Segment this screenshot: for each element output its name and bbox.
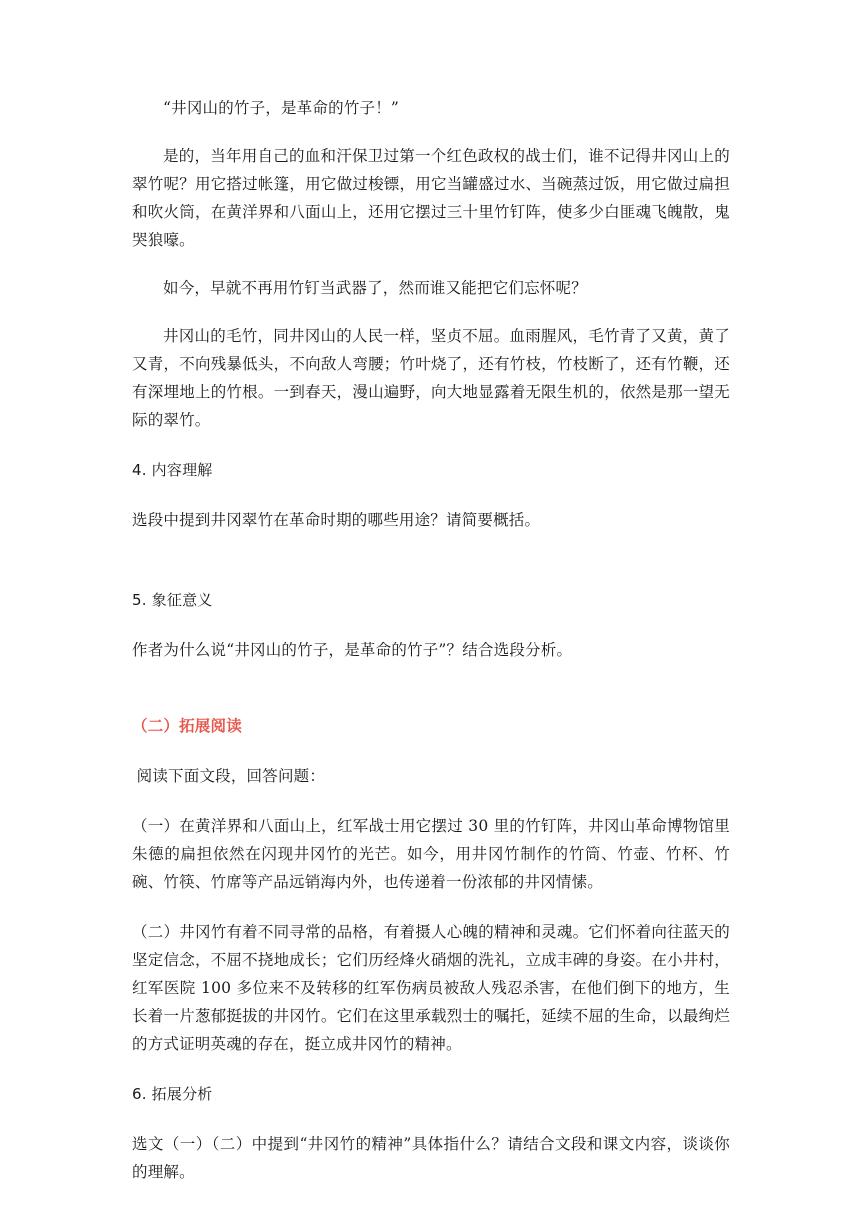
question-4-heading: 4. 内容理解 xyxy=(132,461,213,479)
question-5-text: 作者为什么说“井冈山的竹子，是革命的竹子”？结合选段分析。 xyxy=(132,641,573,659)
extension-section-title: （二）拓展阅读 xyxy=(132,717,242,735)
extension-intro: 阅读下面文段，回答问题： xyxy=(136,767,326,785)
question-5-heading: 5. 象征意义 xyxy=(132,591,213,609)
extension-paragraph-2: （二）井冈竹有着不同寻常的品格，有着摄人心魄的精神和灵魂。它们怀着向往蓝天的坚定信念，不屈不挠地成长；它们历经烽火硝烟的洗礼，立成丰碑的身姿。在小井村，红军医院 100 多位来不及转移的红军伤病员被敌人残忍杀害，在他们倒下的地方，生长着一片葱郁挺拔的井冈竹。它们在这里承载烈士的嘱托，延续不屈的生命，以最绚烂的方式证明英魂的存在，挺立成井冈竹的精神。 xyxy=(132,923,730,1053)
passage-paragraph-3: 如今，早就不再用竹钉当武器了，然而谁又能把它们忘怀呢？ xyxy=(163,279,587,297)
extension-paragraph-1: （一）在黄洋界和八面山上，红军战士用它摆过 30 里的竹钉阵，井冈山革命博物馆里朱德的扁担依然在闪现井冈竹的光芒。如今，用井冈竹制作的竹筒、竹壶、竹杯、竹碗、竹筷、竹席等产品远销海内外，也传递着一份浓郁的井冈情愫。 xyxy=(132,817,730,891)
question-6-text: 选文（一）（二）中提到“井冈竹的精神”具体指什么？请结合文段和课文内容，谈谈你的理解。 xyxy=(132,1135,730,1181)
passage-paragraph-2: 是的，当年用自己的血和汗保卫过第一个红色政权的战士们，谁不记得井冈山上的翠竹呢？用它搭过帐篷，用它做过梭镖，用它当罐盛过水、当碗蒸过饭，用它做过扁担和吹火筒，在黄洋界和八面山上，还用它摆过三十里竹钉阵，使多少白匪魂飞魄散，鬼哭狼嚎。 xyxy=(132,147,730,249)
document-page xyxy=(132,94,730,1186)
passage-paragraph-1: “井冈山的竹子，是革命的竹子！” xyxy=(163,99,400,117)
question-4-text: 选段中提到井冈翠竹在革命时期的哪些用途？请简要概括。 xyxy=(132,511,541,529)
question-6-heading: 6. 拓展分析 xyxy=(132,1085,213,1103)
passage-paragraph-4: 井冈山的毛竹，同井冈山的人民一样，坚贞不屈。血雨腥风，毛竹青了又黄，黄了又青，不向残暴低头，不向敌人弯腰；竹叶烧了，还有竹枝，竹枝断了，还有竹鞭，还有深埋地上的竹根。一到春天，漫山遍野，向大地显露着无限生机的，依然是那一望无际的翠竹。 xyxy=(132,327,730,429)
